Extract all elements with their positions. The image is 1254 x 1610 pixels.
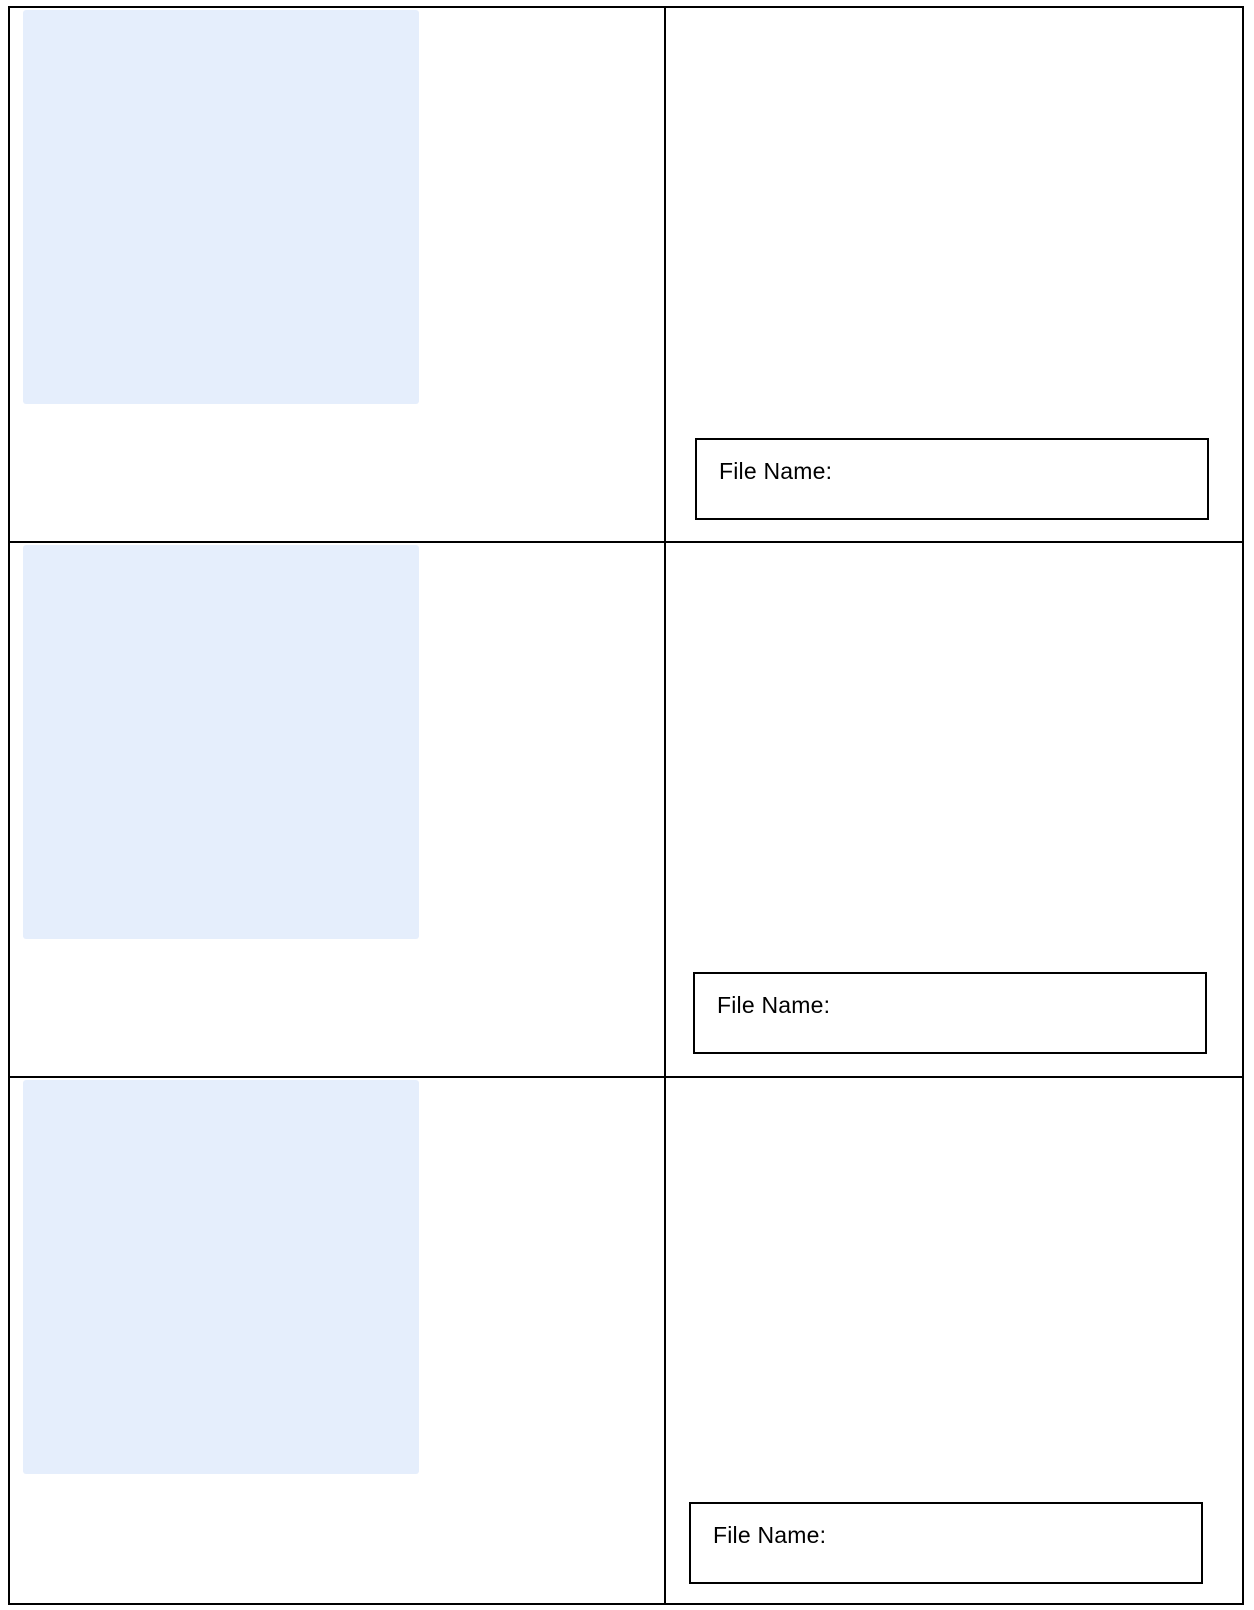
photo-placeholder — [23, 1080, 419, 1474]
file-name-label: File Name: — [717, 992, 831, 1018]
card-row-3 — [10, 1078, 1242, 1603]
file-name-label: File Name: — [719, 458, 833, 484]
photo-placeholder — [23, 10, 419, 404]
file-name-box[interactable] — [695, 438, 1209, 520]
photo-placeholder — [23, 545, 419, 939]
card-row-2 — [10, 543, 1242, 1078]
file-name-box[interactable] — [693, 972, 1207, 1054]
file-name-label: File Name: — [713, 1522, 827, 1548]
card-grid — [8, 6, 1244, 1605]
card-row-1 — [10, 8, 1242, 543]
file-name-box[interactable] — [689, 1502, 1203, 1584]
